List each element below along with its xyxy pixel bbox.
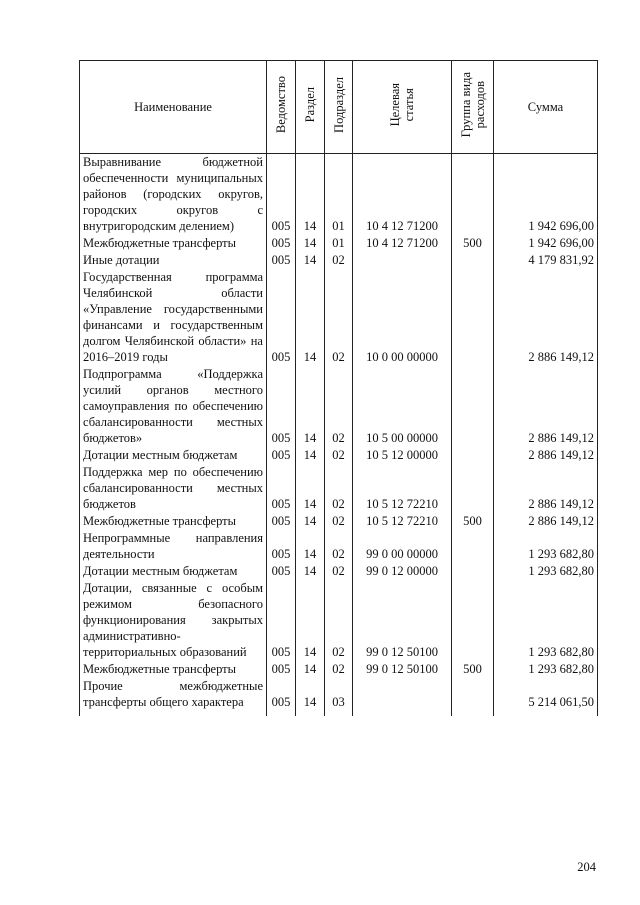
cell-subsection: 02: [325, 661, 353, 678]
cell-group: 500: [452, 235, 494, 252]
cell-name: Дотации местным бюджетам: [80, 563, 267, 580]
cell-group: [452, 269, 494, 366]
header-subsection: Подраздел: [325, 61, 353, 154]
cell-subsection: 02: [325, 563, 353, 580]
table-row: [80, 563, 598, 580]
cell-dept: 005: [267, 530, 296, 563]
cell-group: [452, 530, 494, 563]
cell-dept: 005: [267, 661, 296, 678]
cell-sum: 5 214 061,50: [494, 678, 598, 711]
spacer-cell: [296, 711, 325, 716]
header-target: Целевая статья: [353, 61, 452, 154]
cell-section: 14: [296, 563, 325, 580]
cell-group: 500: [452, 661, 494, 678]
cell-name: Выравнивание бюджетной обеспеченности муниципальных районов (городских округов, городских округов с внутригородским делением): [80, 154, 267, 236]
cell-target: 10 5 12 72210: [353, 464, 452, 513]
cell-name: Иные дотации: [80, 252, 267, 269]
cell-dept: 005: [267, 513, 296, 530]
table-row: [80, 530, 598, 563]
cell-subsection: 02: [325, 252, 353, 269]
cell-group: [452, 366, 494, 447]
cell-group: [452, 252, 494, 269]
header-name: Наименование: [80, 61, 267, 154]
cell-dept: 005: [267, 580, 296, 661]
cell-subsection: 02: [325, 580, 353, 661]
page-number: 204: [577, 860, 596, 874]
cell-sum: 1 293 682,80: [494, 661, 598, 678]
cell-subsection: 02: [325, 464, 353, 513]
cell-sum: 4 179 831,92: [494, 252, 598, 269]
cell-subsection: 02: [325, 366, 353, 447]
cell-sum: 2 886 149,12: [494, 366, 598, 447]
cell-name: Дотации местным бюджетам: [80, 447, 267, 464]
cell-subsection: 02: [325, 530, 353, 563]
header-section: Раздел: [296, 61, 325, 154]
cell-dept: 005: [267, 464, 296, 513]
cell-group: [452, 678, 494, 711]
header-sum: Сумма: [494, 61, 598, 154]
cell-name: Поддержка мер по обеспечению сбалансированности местных бюджетов: [80, 464, 267, 513]
table-row: [80, 447, 598, 464]
cell-section: 14: [296, 580, 325, 661]
cell-target: 99 0 12 50100: [353, 661, 452, 678]
cell-sum: 2 886 149,12: [494, 447, 598, 464]
cell-target: 10 5 00 00000: [353, 366, 452, 447]
cell-section: 14: [296, 464, 325, 513]
cell-sum: 2 886 149,12: [494, 513, 598, 530]
table-row: [80, 678, 598, 711]
cell-dept: 005: [267, 235, 296, 252]
cell-section: 14: [296, 154, 325, 236]
spacer-cell: [267, 711, 296, 716]
cell-name: Дотации, связанные с особым режимом безопасного функционирования закрытых административно-территориальных образований: [80, 580, 267, 661]
cell-target: 99 0 00 00000: [353, 530, 452, 563]
header-group: Группа вида расходов: [452, 61, 494, 154]
cell-subsection: 01: [325, 154, 353, 236]
cell-sum: 1 942 696,00: [494, 154, 598, 236]
cell-target: 99 0 12 00000: [353, 563, 452, 580]
cell-name: Подпрограмма «Поддержка усилий органов местного самоуправления по обеспечению сбалансированности местных бюджетов»: [80, 366, 267, 447]
cell-section: 14: [296, 513, 325, 530]
cell-section: 14: [296, 235, 325, 252]
cell-dept: 005: [267, 154, 296, 236]
header-row: [80, 61, 598, 154]
spacer-cell: [494, 711, 598, 716]
table-row: [80, 269, 598, 366]
cell-section: 14: [296, 366, 325, 447]
cell-dept: 005: [267, 366, 296, 447]
cell-group: [452, 447, 494, 464]
cell-dept: 005: [267, 678, 296, 711]
cell-section: 14: [296, 678, 325, 711]
cell-subsection: 02: [325, 513, 353, 530]
table-row: [80, 464, 598, 513]
cell-sum: 1 293 682,80: [494, 530, 598, 563]
cell-target: 10 0 00 00000: [353, 269, 452, 366]
cell-dept: 005: [267, 563, 296, 580]
table-row: [80, 366, 598, 447]
table-row: [80, 513, 598, 530]
cell-group: [452, 580, 494, 661]
cell-section: 14: [296, 269, 325, 366]
table-row: [80, 252, 598, 269]
cell-group: [452, 154, 494, 236]
cell-target: 99 0 12 50100: [353, 580, 452, 661]
spacer-cell: [353, 711, 452, 716]
cell-sum: 1 942 696,00: [494, 235, 598, 252]
cell-name: Межбюджетные трансферты: [80, 661, 267, 678]
cell-section: 14: [296, 447, 325, 464]
cell-sum: 2 886 149,12: [494, 269, 598, 366]
table-row: [80, 580, 598, 661]
cell-dept: 005: [267, 269, 296, 366]
budget-table: [79, 60, 598, 716]
table-row: [80, 235, 598, 252]
header-dept: Ведомство: [267, 61, 296, 154]
cell-section: 14: [296, 661, 325, 678]
cell-sum: 1 293 682,80: [494, 563, 598, 580]
cell-group: 500: [452, 513, 494, 530]
cell-section: 14: [296, 530, 325, 563]
cell-target: 10 4 12 71200: [353, 154, 452, 236]
cell-sum: 2 886 149,12: [494, 464, 598, 513]
spacer-cell: [452, 711, 494, 716]
cell-subsection: 02: [325, 269, 353, 366]
table-body: [80, 154, 598, 717]
table-row: [80, 661, 598, 678]
cell-sum: 1 293 682,80: [494, 580, 598, 661]
cell-group: [452, 563, 494, 580]
cell-subsection: 01: [325, 235, 353, 252]
cell-group: [452, 464, 494, 513]
cell-name: Межбюджетные трансферты: [80, 235, 267, 252]
cell-section: 14: [296, 252, 325, 269]
spacer-cell: [325, 711, 353, 716]
cell-target: 10 5 12 00000: [353, 447, 452, 464]
cell-target: 10 5 12 72210: [353, 513, 452, 530]
cell-target: [353, 678, 452, 711]
spacer-cell: [80, 711, 267, 716]
cell-target: [353, 252, 452, 269]
cell-subsection: 02: [325, 447, 353, 464]
table-row: [80, 154, 598, 236]
cell-dept: 005: [267, 447, 296, 464]
cell-subsection: 03: [325, 678, 353, 711]
cell-name: Государственная программа Челябинской области «Управление государственными финансами и государственным долгом Челябинской области» на 2016–2019 годы: [80, 269, 267, 366]
cell-name: Непрограммные направления деятельности: [80, 530, 267, 563]
cell-dept: 005: [267, 252, 296, 269]
cell-name: Прочие межбюджетные трансферты общего характера: [80, 678, 267, 711]
cell-name: Межбюджетные трансферты: [80, 513, 267, 530]
cell-target: 10 4 12 71200: [353, 235, 452, 252]
table-end-spacer: [80, 711, 598, 716]
